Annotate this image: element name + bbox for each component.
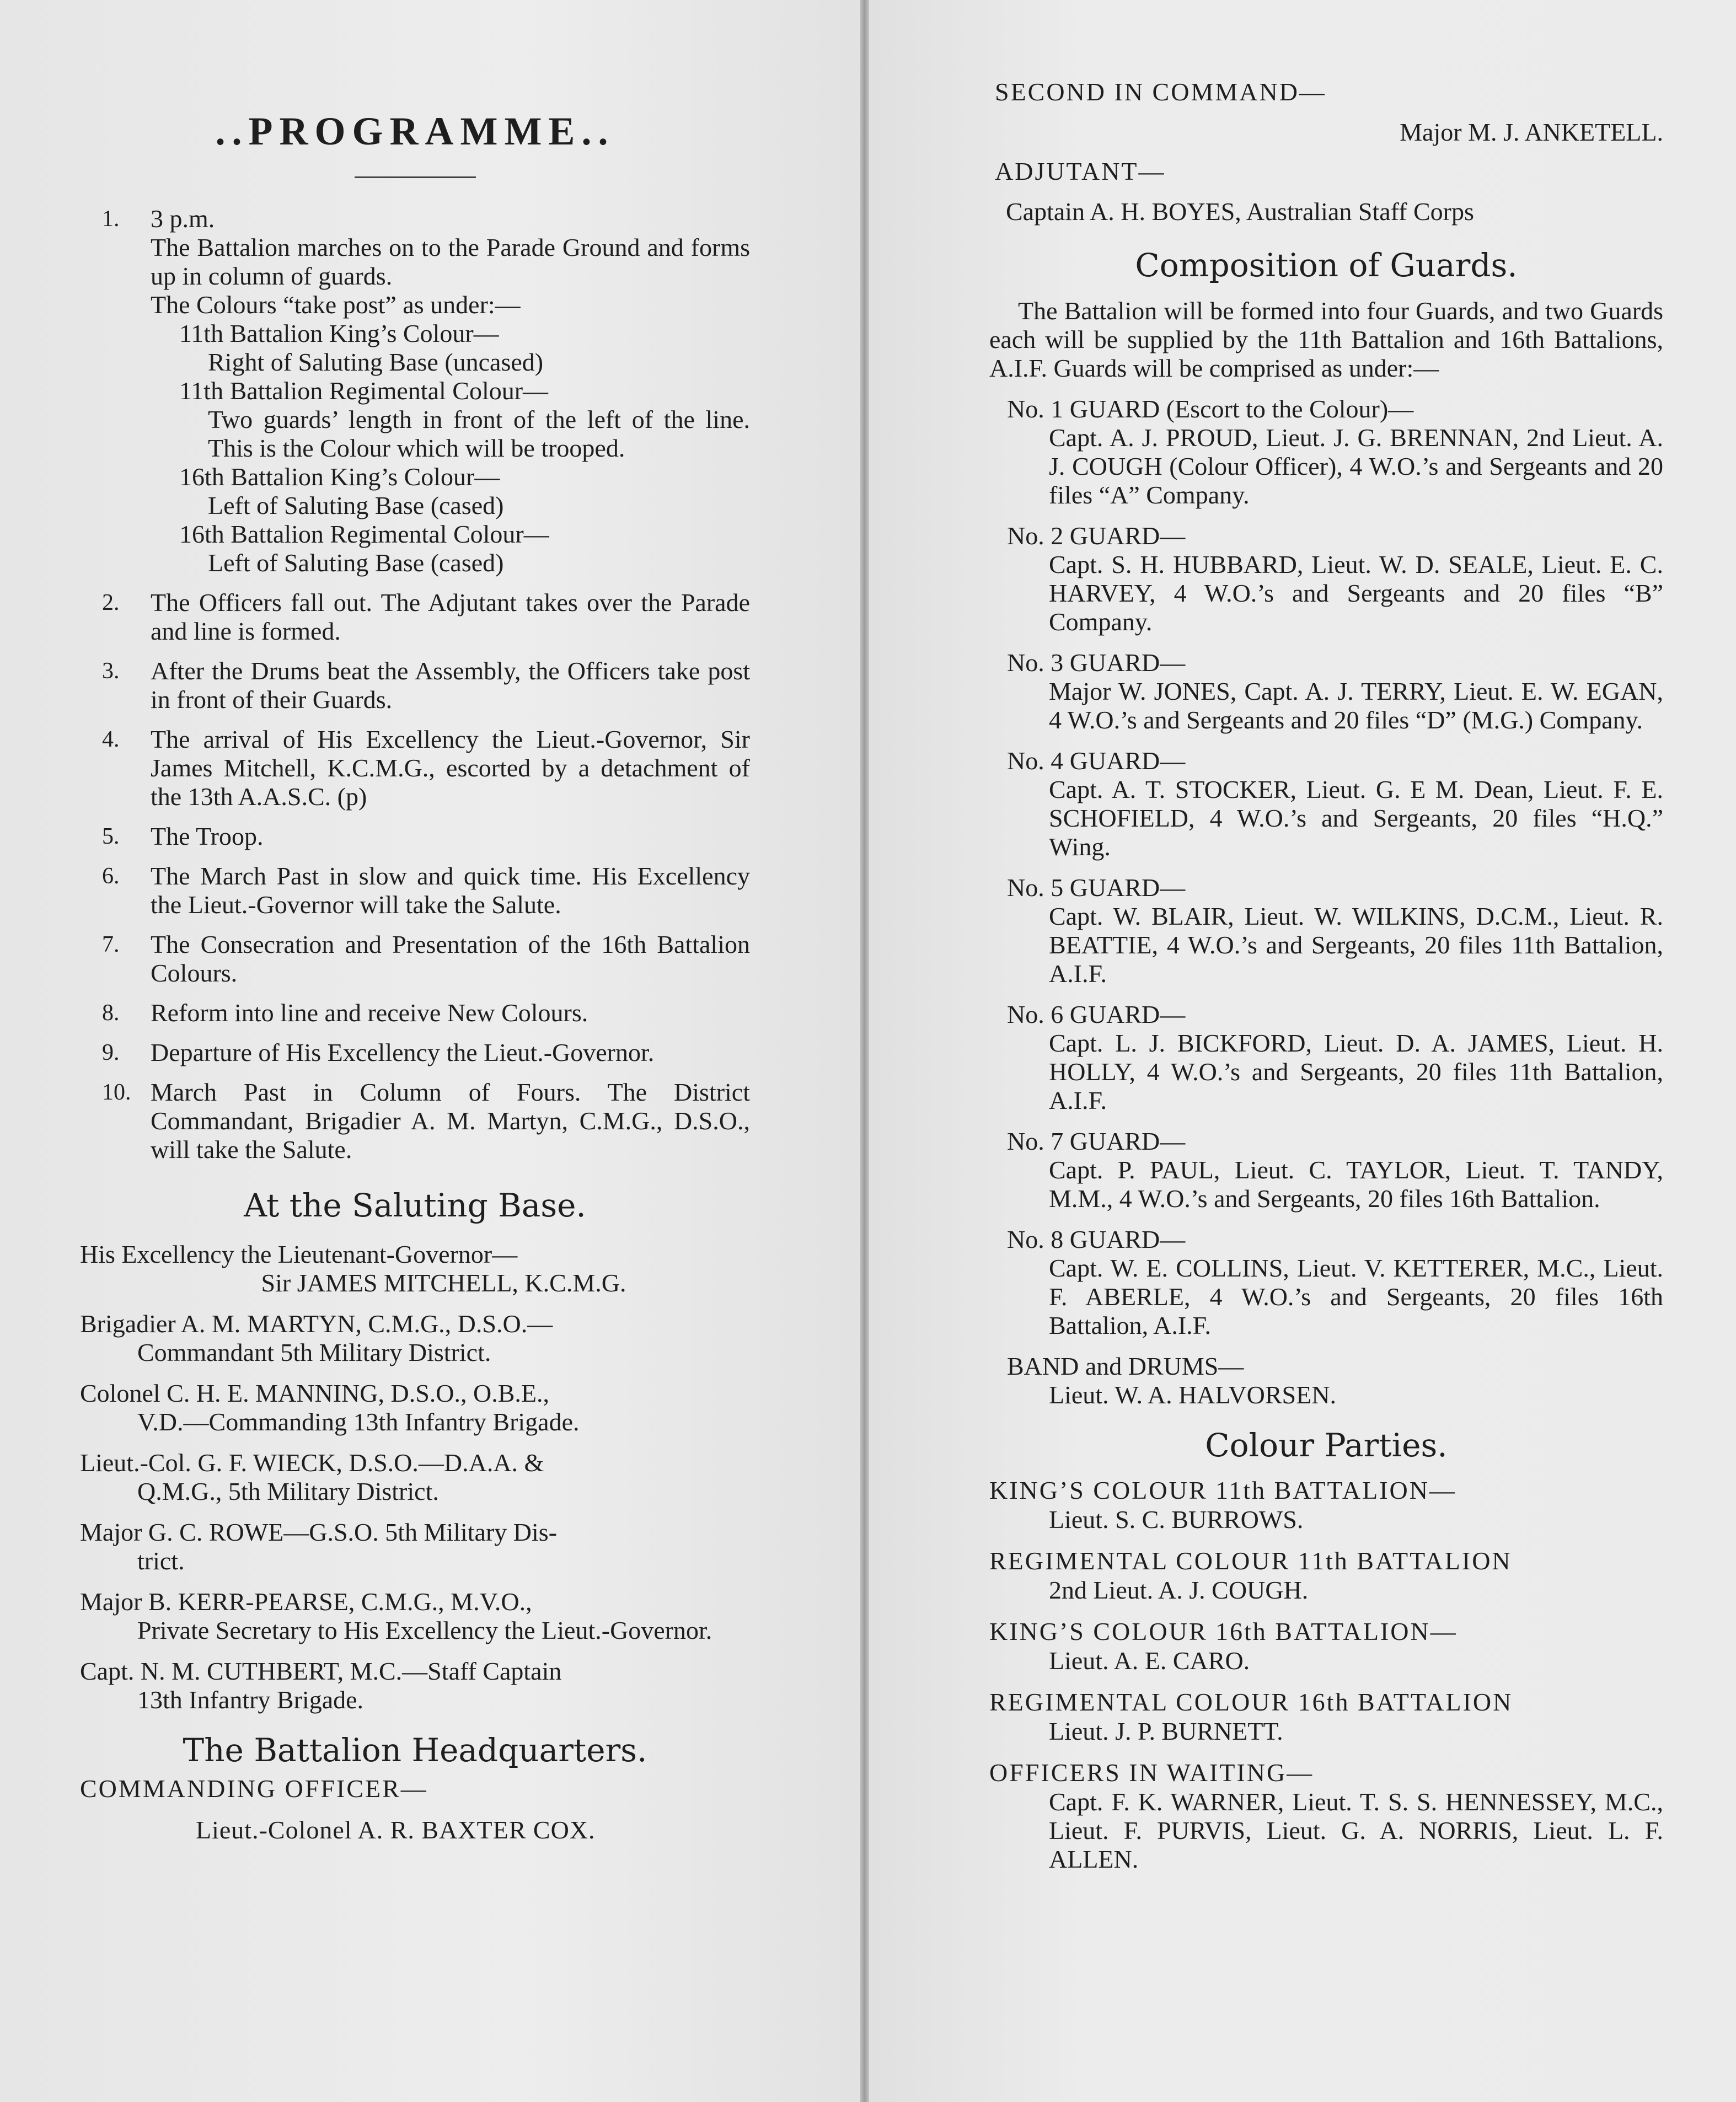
saluting-base-entry — [80, 1379, 750, 1436]
programme-item-line: The Colours “take post” as under:— — [151, 291, 521, 319]
programme-item-line: The arrival of His Excellency the Lieut.-Governor, Sir James Mitchell, K.C.M.G., escorted by a detachment of the 13th A.A.S.C. (p) — [151, 725, 750, 811]
guard-members: Capt. A. J. PROUD, Lieut. J. G. BRENNAN, 2nd Lieut. A. J. COUGH (Colour Officer), 4 W.O.’s and Sergeants and 20 files “A” Company. — [1049, 423, 1663, 509]
entry-continuation: Private Secretary to His Excellency the Lieut.-Governor. — [137, 1616, 712, 1644]
programme-item-number: 7. — [102, 932, 120, 957]
headquarters-heading: The Battalion Headquarters. — [183, 1731, 647, 1769]
programme-item-line: Departure of His Excellency the Lieut.-Governor. — [151, 1038, 655, 1066]
programme-item — [80, 822, 750, 851]
programme-item — [80, 930, 750, 988]
programme-item-body — [151, 657, 750, 714]
book-gutter — [860, 0, 869, 2102]
saluting-base-entry — [80, 1588, 750, 1645]
programme-item-line: 16th Battalion King’s Colour— — [179, 463, 500, 491]
programme-item-number: 6. — [102, 864, 120, 889]
programme-title: ..PROGRAMME.. — [215, 109, 615, 153]
programme-item-number: 9. — [102, 1040, 120, 1065]
programme-item-line: The Battalion marches on to the Parade Ground and forms up in column of guards. — [151, 233, 750, 290]
second-in-command-name: Major M. J. ANKETELL. — [1400, 118, 1663, 146]
programme-item-number: 5. — [102, 824, 120, 849]
programme-item-number: 4. — [102, 727, 120, 752]
programme-item-body — [151, 1078, 750, 1164]
guard-title: No. 1 GUARD (Escort to the Colour)— — [1007, 395, 1414, 423]
programme-item-number: 2. — [102, 590, 120, 615]
programme-item — [80, 657, 750, 714]
guard-title: No. 4 GUARD— — [1007, 747, 1186, 775]
colour-party-officers: Capt. F. K. WARNER, Lieut. T. S. S. HENNESSEY, M.C., Lieut. F. PURVIS, Lieut. G. A. NORRIS, Lieut. L. F. ALLEN. — [1049, 1788, 1663, 1873]
programme-item — [80, 725, 750, 811]
guard-entry — [989, 395, 1663, 510]
entry-first-line: Major G. C. ROWE—G.S.O. 5th Military Dis- — [80, 1518, 558, 1546]
saluting-base-entry — [80, 1449, 750, 1506]
guard-entry — [989, 648, 1663, 734]
programme-item-line: After the Drums beat the Assembly, the Officers take post in front of their Guards. — [151, 657, 750, 714]
guard-members: Capt. P. PAUL, Lieut. C. TAYLOR, Lieut. T. TANDY, M.M., 4 W.O.’s and Sergeants, 20 files 16th Battalion. — [1049, 1156, 1663, 1213]
colour-party-title: OFFICERS IN WAITING— — [989, 1758, 1314, 1787]
programme-item-line: Reform into line and receive New Colours. — [151, 999, 588, 1027]
programme-item-body — [151, 999, 750, 1027]
colour-party-entry — [989, 1476, 1663, 1534]
guard-members: Capt. W. E. COLLINS, Lieut. V. KETTERER, M.C., Lieut. F. ABERLE, 4 W.O.’s and Sergeants, 20 files 16th Battalion, A.I.F. — [1049, 1254, 1663, 1339]
programme-item-line: The March Past in slow and quick time. His Excellency the Lieut.-Governor will take the Salute. — [151, 862, 750, 919]
colour-party-entry — [989, 1687, 1663, 1746]
entry-first-line: Lieut.-Col. G. F. WIECK, D.S.O.—D.A.A. & — [80, 1449, 544, 1477]
guard-title: No. 2 GUARD— — [1007, 522, 1186, 550]
saluting-base-list — [80, 1240, 750, 1714]
entry-first-line: His Excellency the Lieutenant-Governor— — [80, 1240, 518, 1268]
programme-item — [80, 999, 750, 1027]
guard-members: Capt. S. H. HUBBARD, Lieut. W. D. SEALE, Lieut. E. C. HARVEY, 4 W.O.’s and Sergeants and 20 files “B” Company. — [1049, 550, 1663, 636]
entry-first-line: Brigadier A. M. MARTYN, C.M.G., D.S.O.— — [80, 1310, 553, 1338]
guards-heading: Composition of Guards. — [1135, 246, 1518, 284]
programme-item-line: The Troop. — [151, 822, 264, 850]
left-page — [0, 0, 860, 2102]
programme-item-line: 11th Battalion Regimental Colour— — [179, 377, 549, 405]
adjutant-label: ADJUTANT— — [995, 157, 1166, 185]
entry-continuation: trict. — [137, 1547, 185, 1575]
guard-title: No. 8 GUARD— — [1007, 1225, 1186, 1253]
colour-parties-heading: Colour Parties. — [1205, 1427, 1448, 1464]
adjutant-name: Captain A. H. BOYES, Australian Staff Corps — [1006, 197, 1474, 226]
guard-title: BAND and DRUMS— — [1007, 1352, 1244, 1380]
saluting-base-heading: At the Saluting Base. — [244, 1187, 586, 1224]
right-column — [989, 77, 1663, 1886]
right-page — [869, 0, 1736, 2102]
guards-intro: The Battalion will be formed into four Guards, and two Guards each will be supplied by the 11th Battalion and 16th Battalions, A.I.F. Guards will be comprised as under:— — [989, 297, 1663, 382]
entry-continuation: Sir JAMES MITCHELL, K.C.M.G. — [261, 1269, 626, 1297]
colour-party-title: KING’S COLOUR 16th BATTALION— — [989, 1617, 1458, 1645]
programme-item-line: The Officers fall out. The Adjutant takes over the Parade and line is formed. — [151, 588, 750, 645]
programme-item-body — [151, 930, 750, 988]
entry-continuation: Commandant 5th Military District. — [137, 1338, 491, 1366]
colour-party-title: REGIMENTAL COLOUR 11th BATTALION — [989, 1547, 1512, 1575]
entry-continuation: 13th Infantry Brigade. — [137, 1686, 364, 1714]
guard-entry — [989, 1127, 1663, 1213]
entry-first-line: Major B. KERR-PEARSE, C.M.G., M.V.O., — [80, 1588, 532, 1616]
programme-item-line: March Past in Column of Fours. The District Commandant, Brigadier A. M. Martyn, C.M.G., D.S.O., will take the Salute. — [151, 1078, 750, 1163]
programme-item-line: Two guards’ length in front of the left of the line. This is the Colour which will be trooped. — [208, 405, 750, 462]
saluting-base-entry — [80, 1518, 750, 1575]
programme-item-line: The Consecration and Presentation of the 16th Battalion Colours. — [151, 930, 750, 987]
programme-item-line: 11th Battalion King’s Colour— — [179, 319, 499, 347]
colour-party-officers: 2nd Lieut. A. J. COUGH. — [1049, 1576, 1309, 1604]
programme-list — [80, 205, 750, 1164]
commanding-officer-label: COMMANDING OFFICER— — [80, 1774, 428, 1803]
colour-party-title: REGIMENTAL COLOUR 16th BATTALION — [989, 1688, 1513, 1716]
guard-entry — [989, 522, 1663, 636]
programme-item-line: 16th Battalion Regimental Colour— — [179, 520, 549, 548]
colour-parties-list — [989, 1476, 1663, 1874]
programme-item-line: Left of Saluting Base (cased) — [208, 549, 504, 577]
guard-members: Capt. W. BLAIR, Lieut. W. WILKINS, D.C.M., Lieut. R. BEATTIE, 4 W.O.’s and Sergeants, 20 files 11th Battalion, A.I.F. — [1049, 902, 1663, 988]
entry-continuation: V.D.—Commanding 13th Infantry Brigade. — [137, 1408, 580, 1436]
saluting-base-entry — [80, 1657, 750, 1714]
programme-item — [80, 862, 750, 919]
programme-item — [80, 1038, 750, 1067]
programme-item-body — [151, 205, 750, 577]
entry-first-line: Colonel C. H. E. MANNING, D.S.O., O.B.E., — [80, 1379, 549, 1407]
programme-item-body — [151, 862, 750, 919]
programme-item-body — [151, 725, 750, 811]
colour-party-entry — [989, 1617, 1663, 1675]
programme-item — [80, 205, 750, 577]
guard-members: Lieut. W. A. HALVORSEN. — [1049, 1381, 1336, 1409]
programme-item — [80, 588, 750, 646]
guard-entry — [989, 747, 1663, 861]
programme-item — [80, 1078, 750, 1164]
programme-item-line: 3 p.m. — [151, 205, 215, 233]
guard-members: Major W. JONES, Capt. A. J. TERRY, Lieut. E. W. EGAN, 4 W.O.’s and Sergeants and 20 files “D” (M.G.) Company. — [1049, 677, 1663, 734]
guards-list — [989, 395, 1663, 1409]
colour-party-officers: Lieut. J. P. BURNETT. — [1049, 1717, 1283, 1745]
programme-item-number: 1. — [102, 206, 120, 232]
programme-item-line: Right of Saluting Base (uncased) — [208, 348, 544, 376]
guard-title: No. 7 GUARD— — [1007, 1127, 1186, 1155]
second-in-command-label: SECOND IN COMMAND— — [995, 78, 1326, 106]
programme-item-body — [151, 1038, 750, 1067]
entry-first-line: Capt. N. M. CUTHBERT, M.C.—Staff Captain — [80, 1657, 562, 1685]
guard-members: Capt. L. J. BICKFORD, Lieut. D. A. JAMES, Lieut. H. HOLLY, 4 W.O.’s and Sergeants, 20 files 11th Battalion, A.I.F. — [1049, 1029, 1663, 1114]
programme-item-line: Left of Saluting Base (cased) — [208, 491, 504, 519]
programme-item-number: 10. — [102, 1080, 131, 1105]
colour-party-entry — [989, 1546, 1663, 1605]
guard-entry — [989, 1000, 1663, 1115]
colour-party-officers: Lieut. A. E. CARO. — [1049, 1647, 1250, 1675]
programme-item-body — [151, 588, 750, 646]
left-column — [80, 0, 750, 1844]
colour-party-entry — [989, 1758, 1663, 1874]
guard-entry — [989, 1352, 1663, 1409]
saluting-base-entry — [80, 1310, 750, 1367]
guard-entry — [989, 1225, 1663, 1340]
saluting-base-entry — [80, 1240, 750, 1297]
commanding-officer-name: Lieut.-Colonel A. R. BAXTER COX. — [196, 1816, 596, 1844]
programme-item-number: 8. — [102, 1000, 120, 1026]
guard-title: No. 5 GUARD— — [1007, 873, 1186, 902]
title-rule — [355, 176, 476, 178]
guard-title: No. 6 GUARD— — [1007, 1000, 1186, 1028]
programme-item-body — [151, 822, 750, 851]
programme-item-number: 3. — [102, 658, 120, 684]
guard-members: Capt. A. T. STOCKER, Lieut. G. E M. Dean, Lieut. F. E. SCHOFIELD, 4 W.O.’s and Sergeants, 20 files “H.Q.” Wing. — [1049, 775, 1663, 861]
colour-party-officers: Lieut. S. C. BURROWS. — [1049, 1505, 1304, 1533]
guard-entry — [989, 873, 1663, 988]
guard-title: No. 3 GUARD— — [1007, 648, 1186, 677]
colour-party-title: KING’S COLOUR 11th BATTALION— — [989, 1476, 1456, 1504]
entry-continuation: Q.M.G., 5th Military District. — [137, 1477, 439, 1505]
